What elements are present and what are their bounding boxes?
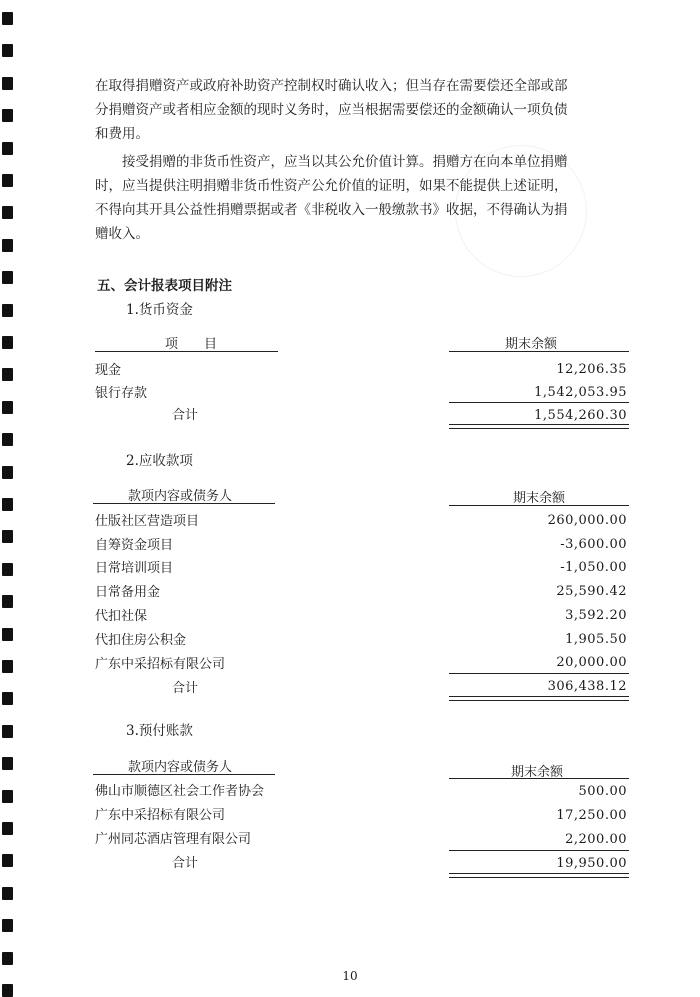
receivables-row-amount: 1,905.50 (565, 632, 627, 647)
receivables-row-amount: -3,600.00 (560, 537, 627, 552)
text-line: 赠收入。 (95, 226, 149, 242)
binding-hole (2, 466, 13, 479)
binding-hole (2, 887, 13, 900)
binding-hole (2, 757, 13, 770)
intro-paragraph-2 (95, 150, 610, 246)
cash-total-amount: 1,554,260.30 (534, 408, 627, 423)
binding-hole (2, 304, 13, 317)
binding-hole (2, 142, 13, 155)
binding-hole (2, 628, 13, 641)
prepaid-row-amount: 17,250.00 (556, 808, 627, 823)
prepaid-row-label: 佛山市顺德区社会工作者协会 (95, 784, 265, 799)
receivables-row-amount: 260,000.00 (547, 513, 627, 528)
prepaid-total-amount: 19,950.00 (556, 856, 627, 871)
header-underline (93, 774, 275, 775)
cash-row-label: 银行存款 (95, 386, 148, 401)
binding-hole (2, 660, 13, 673)
binding-hole (2, 368, 13, 381)
cash-row-label: 现金 (95, 363, 122, 378)
total-double-line (449, 873, 629, 878)
binding-holes (0, 0, 20, 990)
receivables-row-label: 自筹资金项目 (95, 538, 174, 553)
header-underline (449, 351, 629, 352)
text-line: 和费用。 (95, 126, 149, 142)
intro-paragraph-1 (95, 74, 610, 146)
subtotal-line (449, 850, 629, 851)
receivables-row-amount: 25,590.42 (556, 584, 627, 599)
binding-hole (2, 595, 13, 608)
cash-col-amount: 期末余额 (505, 337, 558, 352)
receivables-row-amount: -1,050.00 (560, 560, 627, 575)
cash-title: 1.货币资金 (126, 302, 193, 318)
text-line: 在取得捐赠资产或政府补助资产控制权时确认收入；但当存在需要偿还全部或部 (95, 78, 568, 94)
receivables-row-label: 仕版社区营造项目 (95, 514, 200, 529)
cash-row-amount: 1,542,053.95 (534, 385, 627, 400)
binding-hole (2, 498, 13, 511)
receivables-total-amount: 306,438.12 (547, 679, 627, 694)
binding-hole (2, 433, 13, 446)
receivables-row-label: 日常备用金 (95, 585, 161, 600)
header-underline (449, 778, 629, 779)
receivables-row-label: 代扣社保 (95, 609, 148, 624)
binding-hole (2, 692, 13, 705)
header-underline (449, 505, 629, 506)
prepaid-row-amount: 500.00 (578, 784, 627, 799)
prepaid-row-amount: 2,200.00 (565, 832, 627, 847)
prepaid-col-item: 款项内容或债务人 (128, 760, 233, 775)
receivables-row-label: 代扣住房公积金 (95, 633, 187, 648)
receivables-row-amount: 3,592.20 (565, 608, 627, 623)
prepaid-row-label: 广州同芯酒店管理有限公司 (95, 832, 252, 847)
subtotal-line (449, 402, 629, 403)
binding-hole (2, 952, 13, 965)
binding-hole (2, 174, 13, 187)
binding-hole (2, 239, 13, 252)
total-double-line (449, 696, 629, 701)
binding-hole (2, 822, 13, 835)
binding-hole (2, 790, 13, 803)
binding-hole (2, 984, 13, 997)
binding-hole (2, 44, 13, 57)
cash-row-amount: 12,206.35 (556, 362, 627, 377)
binding-hole (2, 725, 13, 738)
binding-hole (2, 206, 13, 219)
receivables-total-label: 合计 (172, 681, 199, 696)
binding-hole (2, 854, 13, 867)
prepaid-row-label: 广东中采招标有限公司 (95, 808, 226, 823)
binding-hole (2, 12, 13, 25)
binding-hole (2, 530, 13, 543)
binding-hole (2, 77, 13, 90)
receivables-row-amount: 20,000.00 (556, 655, 627, 670)
prepaid-total-label: 合计 (172, 856, 199, 871)
cash-total-label: 合计 (172, 408, 199, 423)
binding-hole (2, 401, 13, 414)
binding-hole (2, 271, 13, 284)
receivables-title: 2.应收款项 (126, 453, 193, 469)
text-line: 不得向其开具公益性捐赠票据或者《非税收入一般缴款书》收据，不得确认为捐 (95, 202, 568, 218)
prepaid-col-amount: 期末余额 (511, 765, 564, 780)
text-line: 接受捐赠的非货币性资产，应当以其公允价值计算。捐赠方在向本单位捐赠 (122, 154, 568, 170)
receivables-col-item: 款项内容或债务人 (128, 489, 233, 504)
header-underline (93, 503, 275, 504)
page-number: 10 (342, 969, 358, 983)
subtotal-line (449, 673, 629, 674)
binding-hole (2, 109, 13, 122)
binding-hole (2, 336, 13, 349)
prepaid-title: 3.预付账款 (126, 723, 193, 739)
binding-hole (2, 563, 13, 576)
cash-col-item: 项 目 (165, 337, 218, 352)
receivables-row-label: 日常培训项目 (95, 561, 174, 576)
receivables-row-label: 广东中采招标有限公司 (95, 657, 226, 672)
section-title: 五、会计报表项目附注 (97, 278, 232, 294)
text-line: 分捐赠资产或者相应金额的现时义务时，应当根据需要偿还的金额确认一项负债 (95, 102, 568, 118)
receivables-col-amount: 期末余额 (513, 491, 566, 506)
binding-hole (2, 919, 13, 932)
header-underline (95, 351, 278, 352)
text-line: 时，应当提供注明捐赠非货币性资产公允价值的证明，如果不能提供上述证明， (95, 178, 568, 194)
total-double-line (449, 424, 629, 429)
